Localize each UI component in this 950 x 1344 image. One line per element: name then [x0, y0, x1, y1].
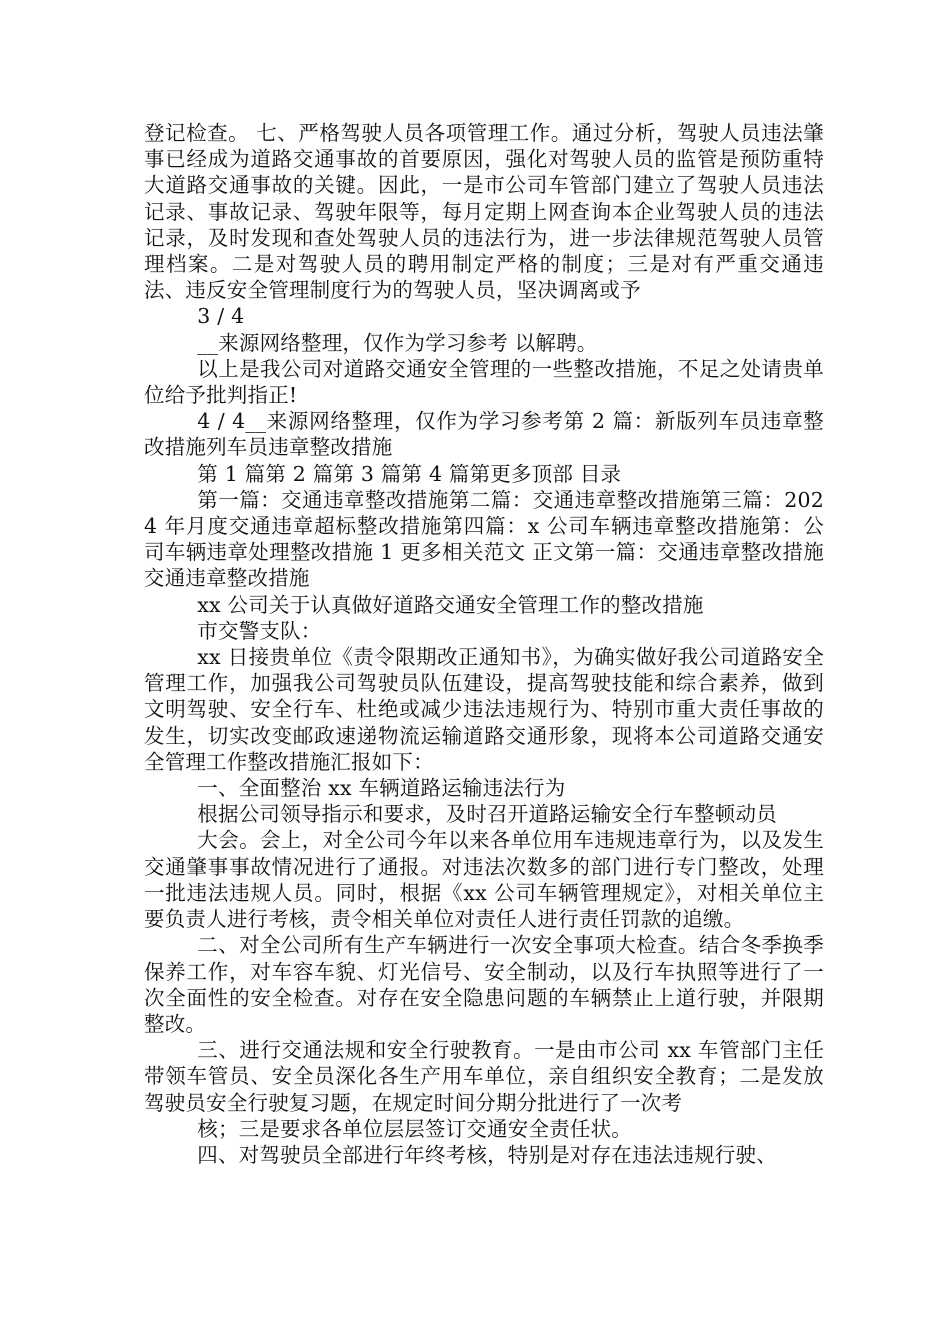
paragraph-1: 登记检查。 七、严格驾驶人员各项管理工作。通过分析，驾驶人员违法肇事已经成为道路交通事故的首要原因，强化对驾驶人员的监管是预防重特大道路交通事故的关键。因此，一是市公司车管部门建立了驾驶人员违法记录、事故记录、驾驶年限等，每月定期上网查询本企业驾驶人员的违法记录，及时发现和查处驾驶人员的违法行为，进一步法律规范驾驶人员管理档案。二是对驾驶人员的聘用制定严格的制度；三是对有严重交通违法、违反安全管理制度行为的驾驶人员，坚决调离或予 [144, 121, 824, 303]
section-heading-1: 一、全面整治 xx 车辆道路运输违法行为 [197, 776, 566, 801]
paragraph-section-1b: 大会。会上，对全公司今年以来各单位用车违规违章行为，以及发生交通肇事事故情况进行了通报。对违法次数多的部门进行专门整改，处理一批违法违规人员。同时，根据《xx 公司车辆管理规定》，对相关单位主要负责人进行考核，责令相关单位对责任人进行责任罚款的追缴。 [144, 828, 824, 932]
paragraph-toc-nav: 第 1 篇第 2 篇第 3 篇第 4 篇第更多顶部 目录 [197, 461, 622, 486]
paragraph-section-1a: 根据公司领导指示和要求，及时召开道路运输安全行车整顿动员 [197, 802, 777, 827]
paragraph-section-2: 二、对全公司所有生产车辆进行一次安全事项大检查。结合冬季换季保养工作，对车容车貌、灯光信号、安全制动，以及行车执照等进行了一次全面性的安全检查。对存在安全隐患问题的车辆禁止上道行驶，并限期整改。 [144, 933, 824, 1036]
paragraph-toc: 第一篇：交通违章整改措施第二篇：交通违章整改措施第三篇：2024 年月度交通违章超标整改措施第四篇：x 公司车辆违章整改措施第：公司车辆违章处理整改措施 1 更多相关范文 正文第一篇：交通违章整改措施交通违章整改措施 [144, 487, 824, 591]
paragraph-conclusion: 以上是我公司对道路交通安全管理的一些整改措施，不足之处请贵单位给予批判指正! [144, 356, 824, 408]
paragraph-section-3b: 核；三是要求各单位层层签订交通安全责任状。 [197, 1116, 632, 1141]
page-number: 3 / 4 [197, 304, 245, 329]
document-body [144, 120, 824, 1168]
paragraph-article-2-title: 4 / 4__来源网络整理，仅作为学习参考第 2 篇：新版列车员违章整改措施列车员违章整改措施 [144, 409, 824, 460]
paragraph-section-3: 三、进行交通法规和安全行驶教育。一是由市公司 xx 车管部门主任带领车管员、安全员深化各生产用车单位，亲自组织安全教育；二是发放驾驶员安全行驶复习题，在规定时间分期分批进行了一次考 [144, 1038, 824, 1115]
document-title: xx 公司关于认真做好道路交通安全管理工作的整改措施 [197, 592, 704, 617]
source-note: __来源网络整理，仅作为学习参考 以解聘。 [197, 330, 598, 355]
paragraph-intro: xx 日接贵单位《责令限期改正通知书》，为确实做好我公司道路安全管理工作，加强我公司驾驶员队伍建设，提高驾驶技能和综合素养，做到文明驾驶、安全行车、杜绝或减少违法违规行为、特别市重大责任事故的发生，切实改变邮政速递物流运输道路交通形象，现将本公司道路交通安全管理工作整改措施汇报如下： [144, 645, 824, 774]
paragraph-section-4: 四、对驾驶员全部进行年终考核，特别是对存在违法违规行驶、 [197, 1142, 777, 1167]
addressee: 市交警支队： [197, 618, 322, 643]
